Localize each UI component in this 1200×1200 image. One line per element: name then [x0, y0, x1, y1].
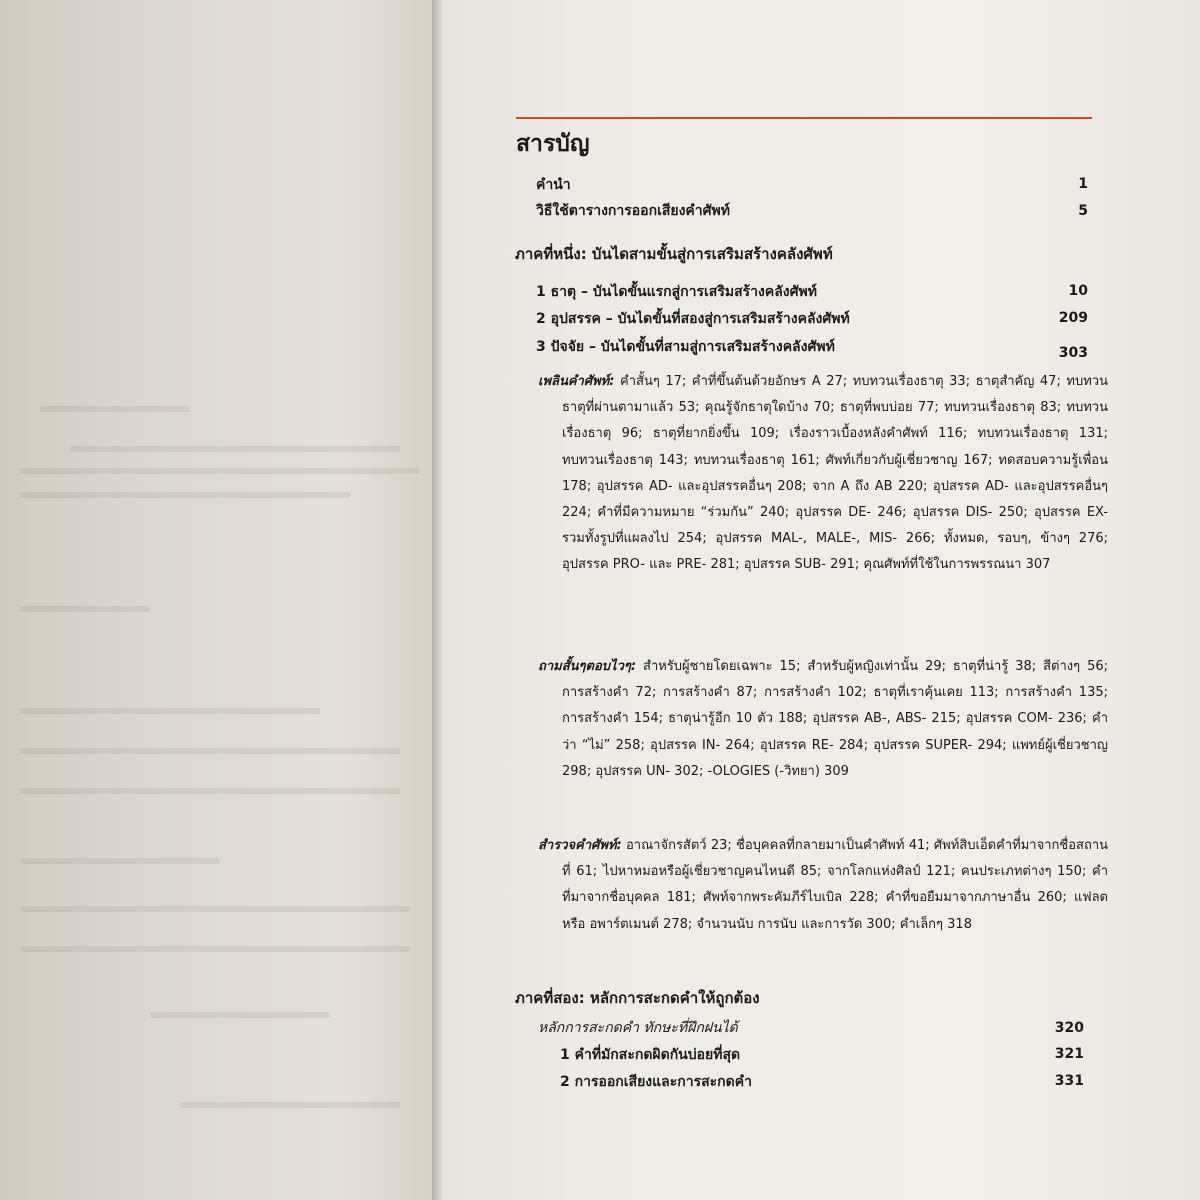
- page-title: สารบัญ: [516, 131, 590, 157]
- toc-page-number: 321: [1054, 1046, 1084, 1062]
- toc-entry-spelling-intro: หลักการสะกดคำ ทักษะที่ฝึกฝนได้: [538, 1020, 738, 1036]
- bleed-through-line: [40, 406, 190, 412]
- part-one-heading: ภาคที่หนึ่ง: บันไดสามขั้นสู่การเสริมสร้างคลังศัพท์: [515, 245, 833, 263]
- toc-entry-chapter-2: 2 อุปสรรค – บันไดขั้นที่สองสู่การเสริมสร้างคลังศัพท์: [536, 311, 850, 327]
- bleed-through-line: [20, 858, 220, 864]
- bleed-through-line: [20, 468, 420, 474]
- bleed-through-line: [20, 606, 150, 612]
- toc-entry-chapter-3: 3 ปัจจัย – บันไดขั้นที่สามสู่การเสริมสร้างคลังศัพท์: [536, 339, 835, 355]
- right-page: [442, 0, 1200, 1200]
- bleed-through-line: [180, 1102, 400, 1108]
- toc-entry-foreword: คำนำ: [536, 177, 571, 193]
- toc-entry-pronunciation-guide: วิธีใช้ตารางการออกเสียงคำศัพท์: [536, 203, 731, 219]
- bleed-through-line: [20, 708, 320, 714]
- section-entries: อาณาจักรสัตว์ 23; ชื่อบุคคลที่กลายมาเป็นคำศัพท์ 41; ศัพท์สิบเอ็ดคำที่มาจากชื่อสถานที่ 61; ไปหาหมอหรือผู้เชี่ยวชาญคนไหนดี 85; จากโลกแห่งศิลป์ 121; คนประเภทต่างๆ 150; คำที่มาจากชื่อบุคคล 181; ศัพท์จากพระคัมภีร์ไบเบิล 228; คำที่ขอยืมมาจากภาษาอื่น 260; แฟลต หรือ อพาร์ตเมนต์ 278; จำนวนนับ การนับ และการวัด 300; คำเล็กๆ 318: [562, 838, 1108, 932]
- toc-page-number: 1: [1078, 176, 1088, 192]
- section-word-fun: [538, 369, 1108, 579]
- toc-page-number: 209: [1058, 310, 1088, 326]
- toc-page-number: 303: [1058, 345, 1088, 361]
- section-entries: คำสั้นๆ 17; คำที่ขึ้นต้นด้วยอักษร A 27; ทบทวนเรื่องธาตุ 33; ธาตุสำคัญ 47; ทบทวนธาตุที่ผ่านตามาแล้ว 53; คุณรู้จักธาตุใดบ้าง 70; ธาตุที่พบบ่อย 77; ทบทวนเรื่องธาตุ 83; ทบทวนเรื่องธาตุ 96; ธาตุที่ยากยิ่งขึ้น 109; เรื่องราวเบื้องหลังคำศัพท์ 116; ทบทวนเรื่องธาตุ 131; ทบทวนเรื่องธาตุ 143; ทบทวนเรื่องธาตุ 161; ศัพท์เกี่ยวกับผู้เชี่ยวชาญ 167; ทดสอบความรู้เพื่อน 178; อุปสรรค AD- และอุปสรรคอื่นๆ 208; จาก A ถึง AB 220; อุปสรรค AD- และอุปสรรคอื่นๆ 224; คำที่มีความหมาย “ร่วมกัน” 240; อุปสรรค DE- 246; อุปสรรค DIS- 250; อุปสรรค EX- รวมทั้งรูปที่แผลงไป 254; อุปสรรค MAL-, MALE-, MIS- 266; ทั้งหมด, รอบๆ, ข้างๆ 276; อุปสรรค PRO- และ PRE- 281; อุปสรรค SUB- 291; คุณศัพท์ที่ใช้ในการพรรณนา 307: [562, 374, 1108, 573]
- section-word-explore: [538, 833, 1108, 938]
- bleed-through-line: [150, 1012, 330, 1018]
- toc-page-number: 331: [1054, 1073, 1084, 1089]
- section-lead: สำรวจคำศัพท์:: [538, 838, 622, 853]
- section-lead: ถามสั้นๆตอบไวๆ:: [538, 659, 637, 674]
- left-page: [0, 0, 432, 1200]
- bleed-through-line: [20, 492, 350, 498]
- title-rule: [516, 117, 1092, 119]
- toc-entry-part2-chapter-1: 1 คำที่มักสะกดผิดกันบ่อยที่สุด: [560, 1047, 741, 1063]
- part-two-heading: ภาคที่สอง: หลักการสะกดคำให้ถูกต้อง: [515, 989, 760, 1007]
- bleed-through-line: [20, 906, 410, 912]
- bleed-through-line: [70, 446, 400, 452]
- section-quick-quiz: [538, 654, 1108, 785]
- book-gutter: [432, 0, 442, 1200]
- bleed-through-line: [20, 946, 410, 952]
- toc-entry-chapter-1: 1 ธาตุ – บันไดขั้นแรกสู่การเสริมสร้างคลังศัพท์: [536, 284, 817, 300]
- section-entries: สำหรับผู้ชายโดยเฉพาะ 15; สำหรับผู้หญิงเท่านั้น 29; ธาตุที่น่ารู้ 38; สีต่างๆ 56; การสร้างคำ 72; การสร้างคำ 87; การสร้างคำ 102; ธาตุที่เราคุ้นเคย 113; การสร้างคำ 135; การสร้างคำ 154; ธาตุน่ารู้อีก 10 ตัว 188; อุปสรรค AB-, ABS- 215; อุปสรรค COM- 236; คำว่า “ไม่” 258; อุปสรรค IN- 264; อุปสรรค RE- 284; อุปสรรค SUPER- 294; แพทย์ผู้เชี่ยวชาญ 298; อุปสรรค UN- 302; -OLOGIES (-วิทยา) 309: [562, 659, 1108, 779]
- toc-page-number: 10: [1068, 283, 1088, 299]
- section-lead: เพลินคำศัพท์:: [538, 374, 615, 389]
- toc-page-number: 320: [1054, 1020, 1084, 1036]
- bleed-through-line: [20, 748, 400, 754]
- toc-page-number: 5: [1078, 203, 1088, 219]
- toc-entry-part2-chapter-2: 2 การออกเสียงและการสะกดคำ: [560, 1074, 752, 1090]
- bleed-through-line: [20, 788, 400, 794]
